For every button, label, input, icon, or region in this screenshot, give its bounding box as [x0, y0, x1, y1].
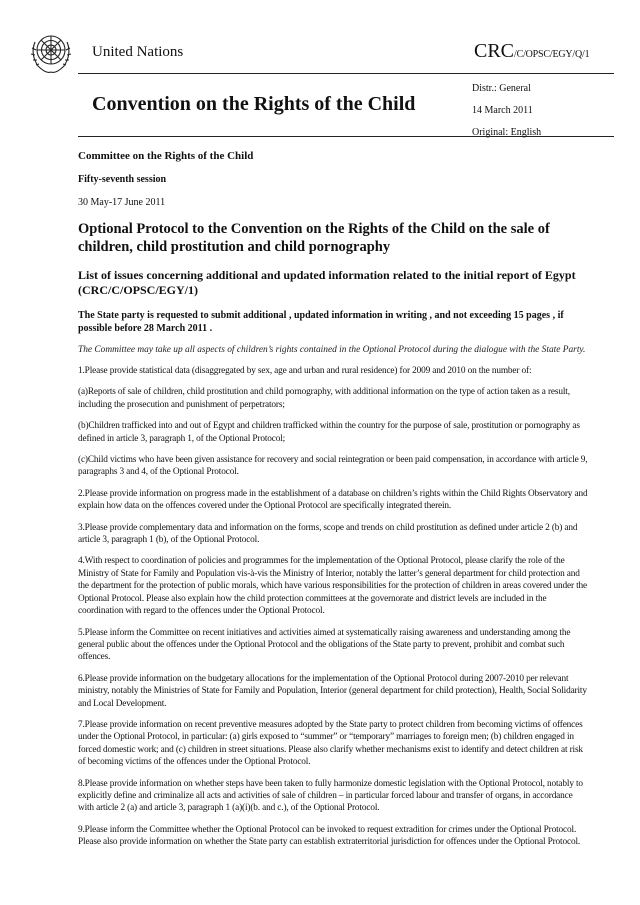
convention-title: Convention on the Rights of the Child: [92, 93, 416, 115]
document-date: 14 March 2011: [472, 105, 533, 116]
paragraph-2: 2.Please provide information on progress made in the establishment of a database on children’s rights within the Child Rights Observatory and explain how data on the offences covered under the Optional Protocol are specifically integrated therein.: [78, 488, 588, 512]
session-label: Fifty-seventh session: [78, 174, 167, 185]
protocol-title: Optional Protocol to the Convention on the Rights of the Child on the sale of children, child prostitution and child pornography: [78, 221, 550, 255]
paragraph-7: 7.Please provide information on recent preventive measures adopted by the State party to protect children from becoming victims of offences under the Optional Protocol, in particular: (a) girls exposed to “summer” or “temporary” marriages to foreign men; (b) children engaged in forced domestic work; and (c) children in street situations. Please also clarify whether mechanisms exist to identify and detect children at risk of becoming victims of the offences under the Optional Protocol.: [78, 719, 583, 768]
paragraph-6: 6.Please provide information on the budgetary allocations for the implementation of the Optional Protocol during 2007-2010 per relevant ministry, notably the Ministries of State for Family and Population, Interior (general department for child protection), Health, Social Solidarity and Local Development.: [78, 673, 587, 709]
document-meta: [472, 78, 541, 144]
session-dates: 30 May-17 June 2011: [78, 197, 166, 208]
document-body: [78, 150, 590, 849]
paragraph-1a: (a)Reports of sale of children, child prostitution and child pornography, with additional information on the type of action taken as a result, including the prosecution and punishment of perpetrators;: [78, 387, 570, 410]
committee-name: Committee on the Rights of the Child: [78, 150, 254, 162]
header-rule-top: [78, 73, 614, 74]
paragraph-4: 4.With respect to coordination of policies and programmes for the implementation of the Optional Protocol, please clarify the role of the Ministry of State for Family and Population vis-à-vis the Ministry of Interior, notably the latter’s general department for child protection and the department for the protection of public morals, which have various responsibilities for the protection of children in areas covered under the Optional Protocol. Please also explain how the child protection committees at the governorate and district levels are included in the coordination with regard to the offences under the Optional Protocol.: [78, 556, 588, 617]
paragraph-1c: (c)Child victims who have been given assistance for recovery and social reintegration or been paid compensation, in accordance with article 9, paragraphs 3 and 4, of the Optional Protocol.: [78, 455, 588, 478]
un-emblem-icon: [26, 28, 76, 78]
header-rule-bottom: [78, 136, 614, 137]
paragraph-5: 5.Please inform the Committee on recent initiatives and activities aimed at systematically raising awareness and understanding among the general public about the offences under the Optional Protocol and the obligations of the State party to prevent, prohibit and combat such offences.: [78, 627, 571, 663]
document-symbol: [474, 40, 589, 63]
original-language: Original: English: [472, 127, 542, 138]
paragraph-3: 3.Please provide complementary data and information on the forms, scope and trends on child prostitution as defined under article 2 (b) and article 3, paragraph 1 (b), of the Optional Protocol.: [78, 522, 578, 546]
dialogue-note: The Committee may take up all aspects of children’s rights contained in the Optional Protocol during the dialogue with the State Party.: [78, 345, 586, 355]
document-symbol-suffix: /C/OPSC/EGY/Q/1: [514, 49, 590, 60]
list-of-issues-title: List of issues concerning additional and updated information related to the initial report of Egypt (CRC/C/OPSC/EGY/1): [78, 268, 576, 297]
distribution-label: Distr.: General: [472, 83, 531, 94]
submission-request: The State party is requested to submit additional , updated information in writing , and not exceeding 15 pages , if possible before 28 March 2011 .: [78, 310, 564, 334]
paragraph-8: 8.Please provide information on whether steps have been taken to fully harmonize domestic legislation with the Optional Protocol, notably to explicitly define and criminalize all acts and activities of sale of children – in particular forced labour and transfer of organs, in accordance with article 2 (a) and article 3, paragraph 1 (a)(i)(b. and c.), of the Optional Protocol.: [78, 778, 583, 814]
paragraph-9: 9.Please inform the Committee whether the Optional Protocol can be invoked to request extradition for crimes under the Optional Protocol. Please also provide information on whether the State party can establish extraterritorial jurisdiction for offences under the Optional Protocol.: [78, 824, 581, 848]
paragraph-1: 1.Please provide statistical data (disaggregated by sex, age and urban and rural residence) for 2009 and 2010 on the number of:: [78, 366, 532, 376]
document-symbol-main: CRC: [474, 40, 515, 62]
paragraph-1b: (b)Children trafficked into and out of Egypt and children trafficked within the country for the purpose of sale, prostitution or pornography as defined in article 3, paragraph 1, of the Optional Protocol;: [78, 421, 580, 444]
organization-name: United Nations: [92, 44, 184, 60]
